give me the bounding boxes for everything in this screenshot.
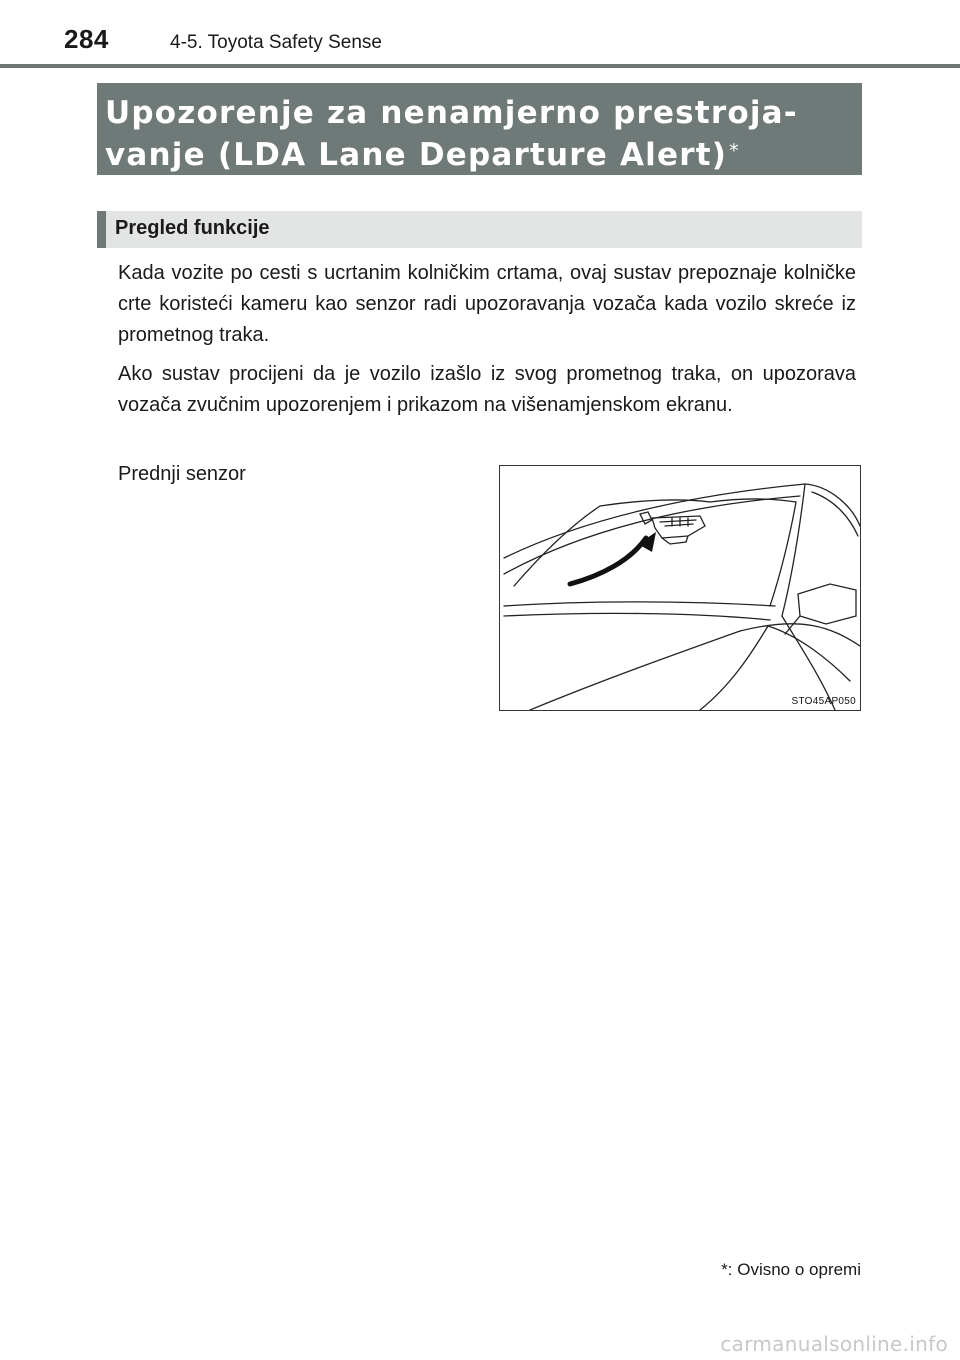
front-sensor-illustration [499, 465, 861, 711]
body-paragraph-3: Prednji senzor [118, 463, 246, 485]
title-box [97, 83, 862, 175]
page-number: 284 [64, 24, 109, 54]
watermark: carmanualsonline.info [720, 1332, 948, 1356]
body-paragraph-2: Ako sustav procijeni da je vozilo izašlo iz svog prometnog traka, on upozorava vozača zvučnim upozorenjem i prikazom na višenamjenskom ekranu. [118, 363, 856, 416]
windshield-sensor-drawing [500, 466, 860, 710]
title-footnote-marker: * [729, 140, 740, 162]
header-rule [0, 64, 960, 68]
footnote: *: Ovisno o opremi [721, 1260, 861, 1279]
title-line-1: Upozorenje za nenamjerno prestroja- [105, 95, 798, 131]
illustration-code: STO45AP050 [791, 696, 856, 707]
title-line-2-wrap [105, 134, 862, 176]
title-line-2: vanje (LDA Lane Departure Alert) [105, 137, 728, 173]
section-label: 4-5. Toyota Safety Sense [170, 32, 382, 53]
section-subheader: Pregled funkcije [97, 211, 862, 248]
body-paragraph-1: Kada vozite po cesti s ucrtanim kolničkim crtama, ovaj sustav prepoznaje kolničke crte koristeći kameru kao senzor radi upozoravanja vozača kada vozilo skreće iz prometnog traka. [118, 262, 856, 346]
